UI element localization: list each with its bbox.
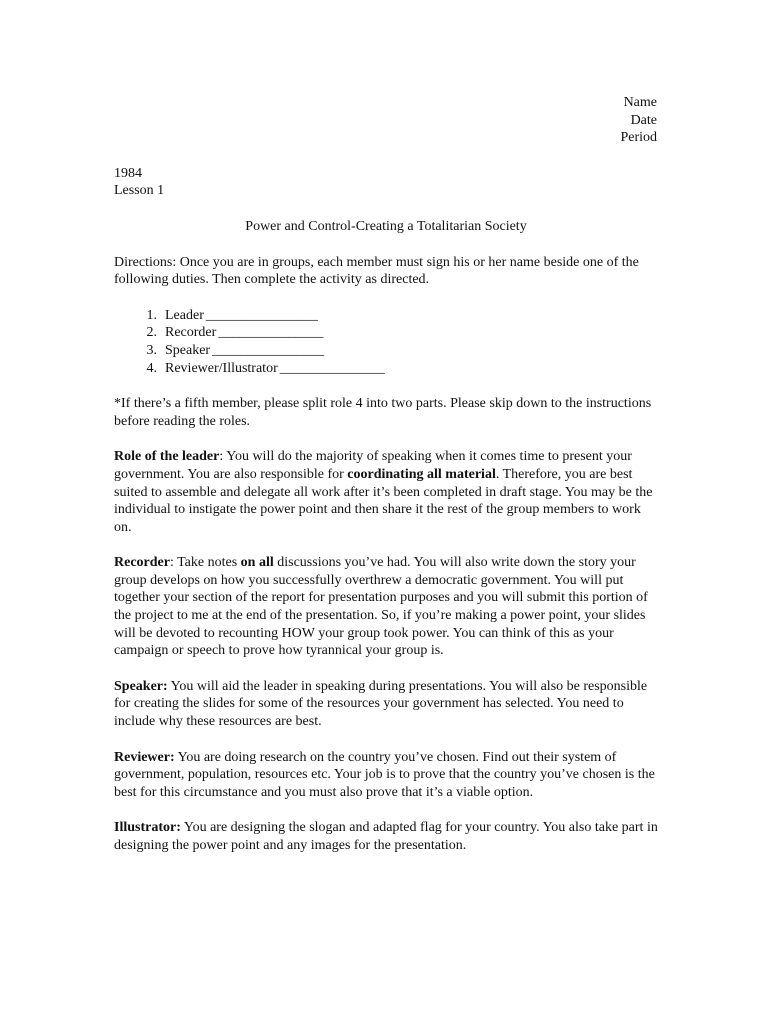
directions-paragraph: Directions: Once you are in groups, each member must sign his or her name beside one of the following duties. Then complete the activity as directed. — [114, 254, 639, 288]
recorder-role-paragraph — [114, 554, 658, 660]
speaker-role-paragraph — [114, 678, 658, 731]
recorder-role-text: : Take notes — [169, 555, 241, 571]
leader-role-text: : You will do the majority of speaking when it comes time to present your government. You are also responsible for — [114, 449, 632, 482]
page-title: Power and Control-Creating a Totalitarian Society — [245, 218, 527, 234]
duty-item — [114, 307, 658, 325]
speaker-role-heading: Speaker: — [114, 678, 168, 694]
recorder-role-text-continued: discussions you’ve had. You will also write down the story your group develops on how you successfully overthrew a democratic government. You will put together your section of the report for presentation purposes and you will submit this portion of the project to me at the end of the presentation. So, if you’re making a power point, your slides will be devoted to recounting HOW your group took power. You can think of this as your campaign or speech to prove how tyrannical your group is. — [114, 555, 648, 659]
duty-role: Speaker — [165, 342, 211, 358]
duty-number: 1. — [146, 307, 157, 323]
signature-line: _______________ — [279, 360, 385, 376]
fifth-member-note: *If there’s a fifth member, please split role 4 into two parts. Please skip down to the instructions before reading the roles. — [114, 396, 652, 429]
duty-role: Reviewer/Illustrator — [165, 360, 278, 376]
student-info-header — [114, 94, 657, 147]
reviewer-role-paragraph — [114, 749, 658, 802]
date-label: Date — [630, 112, 657, 128]
illustrator-role-paragraph — [114, 819, 658, 854]
illustrator-role-text: You are designing the slogan and adapted flag for your country. You also take part in designing the power point and any images for the presentation. — [114, 820, 658, 853]
document-content — [114, 94, 658, 855]
duty-item — [114, 360, 658, 378]
leader-role-text-continued: . Therefore, you are best suited to assemble and delegate all work after it’s been completed in draft stage. You may be the individual to instigate the power point and then share it the rest of the group members to work on. — [114, 466, 653, 535]
name-label: Name — [623, 95, 657, 110]
duties-list — [114, 307, 658, 377]
leader-role-heading: Role of the leader — [114, 449, 220, 465]
period-label: Period — [620, 130, 657, 146]
duty-item — [114, 324, 658, 342]
recorder-role-emphasis: on all — [240, 555, 274, 571]
lesson-label: Lesson 1 — [114, 183, 165, 199]
reviewer-role-text: You are doing research on the country you’ve chosen. Find out their system of government, population, resources etc. Your job is to prove that the country you’ve chosen is the best for this circumstance and you must also prove that it’s a viable option. — [114, 749, 655, 800]
reviewer-role-heading: Reviewer: — [114, 749, 175, 765]
signature-line: _______________ — [218, 325, 324, 341]
book-title: 1984 — [114, 165, 142, 181]
leader-role-paragraph — [114, 448, 658, 536]
illustrator-role-heading: Illustrator: — [114, 820, 181, 836]
recorder-role-heading: Recorder — [114, 555, 170, 571]
leader-role-emphasis: coordinating all material — [347, 466, 496, 482]
signature-line: ________________ — [205, 307, 318, 323]
speaker-role-text: You will aid the leader in speaking during presentations. You will also be responsible for creating the slides for some of the resources your government has selected. You need to include why these resources are best. — [114, 678, 648, 730]
duty-item — [114, 342, 658, 360]
duty-number: 3. — [146, 342, 157, 358]
duty-role: Recorder — [165, 325, 217, 341]
duty-role: Leader — [165, 307, 204, 323]
duty-number: 4. — [146, 360, 157, 376]
signature-line: ________________ — [212, 342, 325, 358]
duty-number: 2. — [146, 325, 157, 341]
course-info — [114, 165, 658, 200]
